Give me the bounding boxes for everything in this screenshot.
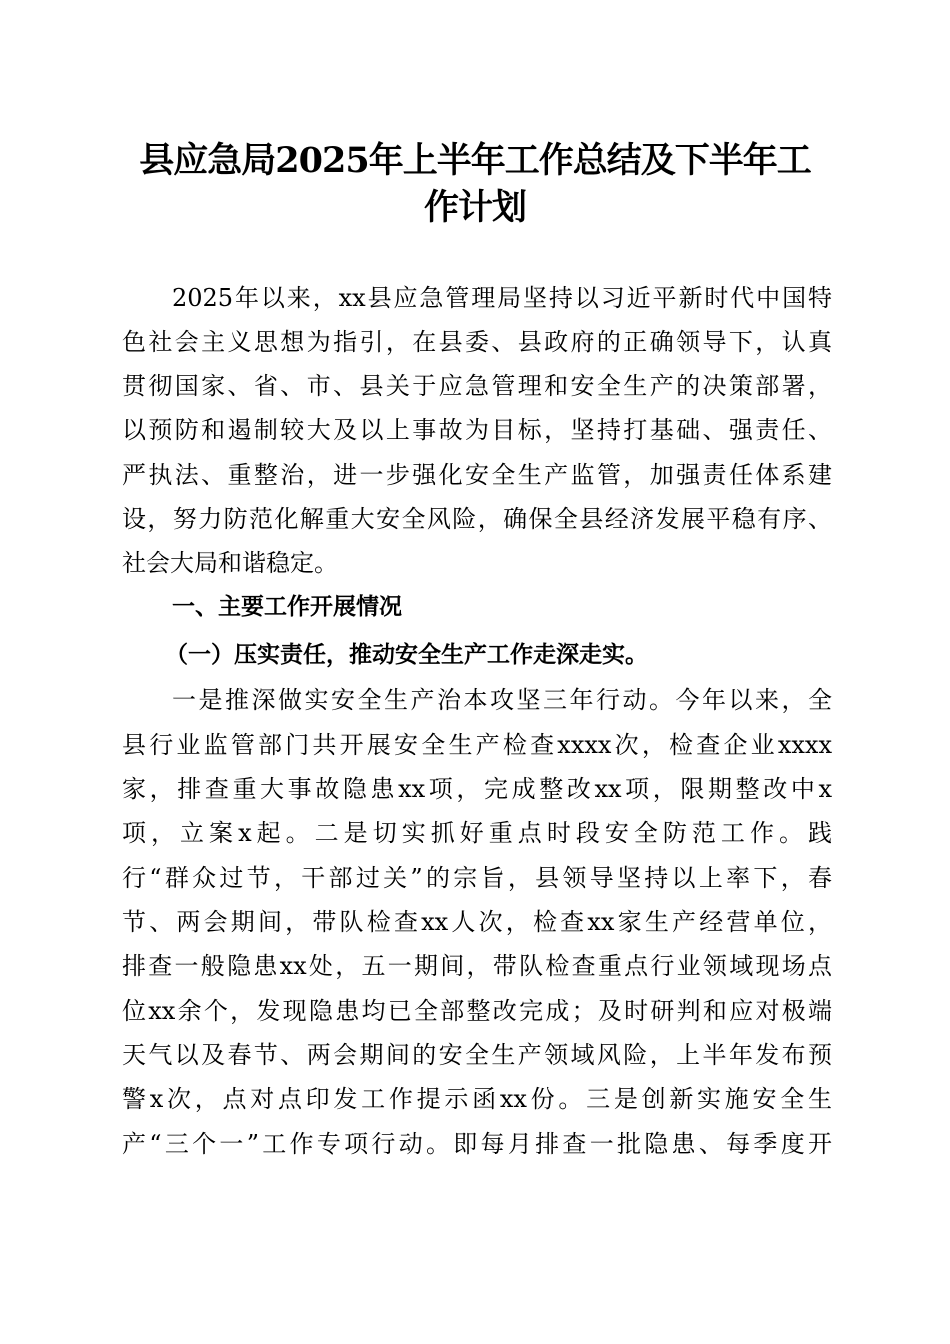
body-line: 位xx余个，发现隐患均已全部整改完成；及时研判和应对极端 xyxy=(122,997,832,1025)
body-line: 排查一般隐患xx处，五一期间，带队检查重点行业领域现场点 xyxy=(122,952,832,980)
intro-line: 2025年以来，xx县应急管理局坚持以习近平新时代中国特 xyxy=(172,284,832,312)
document-title-line-2: 作计划 xyxy=(423,187,526,228)
body-line: 产“三个一”工作专项行动。即每月排查一批隐患、每季度开 xyxy=(122,1130,832,1158)
intro-line: 以预防和遏制较大及以上事故为目标，坚持打基础、强责任、 xyxy=(122,416,832,444)
intro-line: 色社会主义思想为指引，在县委、县政府的正确领导下，认真 xyxy=(122,328,832,356)
document-title-line-1: 县应急局2025年上半年工作总结及下半年工 xyxy=(139,140,811,181)
body-line: 家，排查重大事故隐患xx项，完成整改xx项，限期整改中x xyxy=(122,775,832,803)
body-line: 县行业监管部门共开展安全生产检查xxxx次，检查企业xxxx xyxy=(122,731,832,759)
intro-line: 严执法、重整治，进一步强化安全生产监管，加强责任体系建 xyxy=(122,461,832,489)
intro-line: 贯彻国家、省、市、县关于应急管理和安全生产的决策部署， xyxy=(122,372,832,400)
section-heading: 一、主要工作开展情况 xyxy=(172,594,402,620)
body-line: 一是推深做实安全生产治本攻坚三年行动。今年以来，全 xyxy=(172,686,832,714)
body-line: 警x次，点对点印发工作提示函xx份。三是创新实施安全生 xyxy=(122,1085,832,1113)
body-line: 天气以及春节、两会期间的安全生产领域风险，上半年发布预 xyxy=(122,1041,832,1069)
subsection-heading: （一）压实责任，推动安全生产工作走深走实。 xyxy=(165,641,648,668)
intro-line: 设，努力防范化解重大安全风险，确保全县经济发展平稳有序、 xyxy=(122,505,832,533)
intro-line: 社会大局和谐稳定。 xyxy=(122,549,338,577)
body-line: 节、两会期间，带队检查xx人次，检查xx家生产经营单位， xyxy=(122,908,832,936)
body-line: 项，立案x起。二是切实抓好重点时段安全防范工作。践 xyxy=(122,819,832,847)
body-line: 行“群众过节，干部过关”的宗旨，县领导坚持以上率下，春 xyxy=(122,864,832,892)
